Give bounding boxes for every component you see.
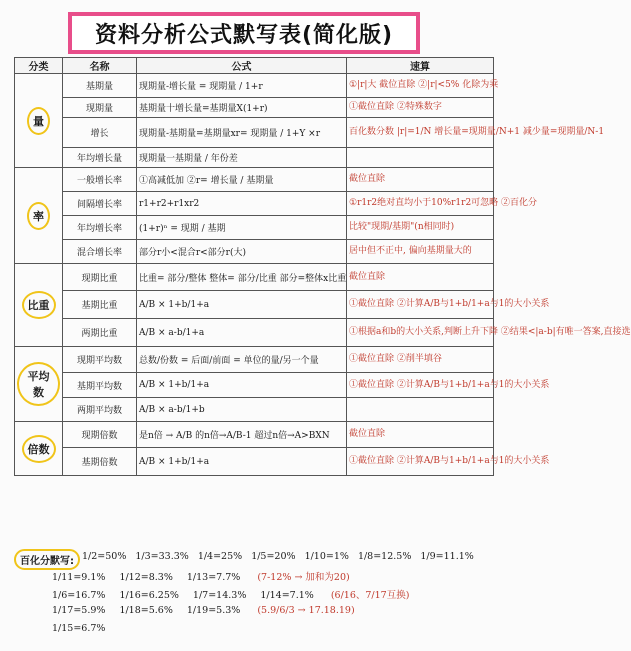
category-cell (15, 347, 63, 422)
formula-cell: 现期量一基期量 / 年份差 (137, 148, 347, 168)
speed-cell: ①根据a和b的大小关系,判断上升下降 ②结果<|a-b|有唯一答案,直接选 (347, 319, 494, 347)
name-cell: 基期倍数 (63, 448, 137, 476)
speed-cell: ①截位直除 ②计算A/B与1+b/1+a与1的大小关系 (347, 373, 494, 398)
header-speed: 速算 (347, 58, 494, 74)
formula-cell: 是n倍 → A/B 的n倍→A/B-1 超过n倍→A>BXN (137, 422, 347, 448)
name-cell: 两期平均数 (63, 398, 137, 422)
table-row (15, 291, 494, 319)
name-cell: 基期平均数 (63, 373, 137, 398)
speed-cell: 截位直除 (347, 264, 494, 291)
formula-table (14, 57, 631, 476)
speed-cell: ①截位直除 ②计算A/B与1+b/1+a与1的大小关系 (347, 291, 494, 319)
table-row (15, 98, 494, 118)
title-box (68, 12, 420, 54)
name-cell: 现期平均数 (63, 347, 137, 373)
name-cell: 现期量 (63, 98, 137, 118)
percent-item: 1/7=14.3% (192, 590, 247, 601)
percent-note-4: (5.9/6/3 → 17.18.19) (257, 605, 355, 616)
speed-cell: ①r1r2绝对直均小于10%r1r2可忽略 ②百化分 (347, 192, 494, 216)
percent-note-3: (6/16、7/17互换) (330, 590, 410, 601)
name-cell: 增长 (63, 118, 137, 148)
table-row (15, 118, 494, 148)
name-cell: 混合增长率 (63, 240, 137, 264)
speed-cell: 截位直除 (347, 422, 494, 448)
formula-cell: 总数/份数 = 后面/前面 = 单位的量/另一个量 (137, 347, 347, 373)
percent-item: 1/4=25% (197, 551, 243, 562)
name-cell: 两期比重 (63, 319, 137, 347)
header-row (15, 58, 494, 74)
name-cell: 现期倍数 (63, 422, 137, 448)
name-cell: 一般增长率 (63, 168, 137, 192)
speed-cell: 居中但不正中, 偏向基期量大的 (347, 240, 494, 264)
speed-cell (347, 148, 494, 168)
header-formula: 公式 (137, 58, 347, 74)
formula-cell: r1+r2+r1xr2 (137, 192, 347, 216)
speed-cell: ①截位直除 ②特殊数字 (347, 98, 494, 118)
formula-cell: A/B × a-b/1+b (137, 398, 347, 422)
table-row (15, 192, 494, 216)
category-label: 平均数 (17, 362, 60, 406)
percent-item: 1/12=8.3% (119, 572, 173, 583)
percent-line-2 (52, 569, 350, 583)
percent-item: 1/15=6.7% (52, 623, 106, 634)
percent-item: 1/3=33.3% (135, 551, 189, 562)
header-name: 名称 (63, 58, 137, 74)
table-row (15, 319, 494, 347)
table-row (15, 240, 494, 264)
percent-item: 1/17=5.9% (52, 605, 106, 616)
category-cell (15, 74, 63, 168)
formula-cell: A/B × a-b/1+a (137, 319, 347, 347)
speed-cell: ①截位直除 ②削半填谷 (347, 347, 494, 373)
table-body (15, 74, 631, 476)
percent-item: 1/6=16.7% (52, 590, 106, 601)
speed-cell: ①截位直除 ②计算A/B与1+b/1+a与1的大小关系 (347, 448, 494, 476)
formula-cell: ①高减低加 ②r= 增长量 / 基期量 (137, 168, 347, 192)
table-row (15, 422, 494, 448)
speed-cell: ①|r|大 截位直除 ②|r|<5% 化除为乘 (347, 74, 494, 98)
percent-item: 1/11=9.1% (52, 572, 106, 583)
percent-item: 1/13=7.7% (186, 572, 241, 583)
category-label: 倍数 (22, 435, 56, 463)
page-title: 资料分析公式默写表(简化版) (94, 22, 394, 48)
speed-cell (347, 398, 494, 422)
percent-item: 1/16=6.25% (119, 590, 179, 601)
percent-section (14, 547, 493, 643)
percent-note-2: (7-12% → 加和为20) (257, 572, 350, 583)
name-cell: 现期比重 (63, 264, 137, 291)
percent-item: 1/10=1% (304, 551, 349, 562)
category-label: 量 (27, 107, 50, 135)
name-cell: 间隔增长率 (63, 192, 137, 216)
formula-cell: A/B × 1+b/1+a (137, 373, 347, 398)
percent-item: 1/8=12.5% (357, 551, 412, 562)
category-cell (15, 168, 63, 264)
formula-cell: 基期量十增长量=基期量X(1+r) (137, 98, 347, 118)
percent-item: 1/18=5.6% (119, 605, 173, 616)
category-label: 比重 (22, 291, 56, 319)
name-cell: 年均增长量 (63, 148, 137, 168)
speed-cell: 截位直除 (347, 168, 494, 192)
table-row (15, 398, 494, 422)
table-row (15, 264, 494, 291)
table-row (15, 148, 494, 168)
table-row (15, 216, 494, 240)
speed-cell: 百化数分数 |r|=1/N 增长量=现期量/N+1 减少量=现期量/N-1 (347, 118, 494, 148)
formula-cell: 现期量-增长量 = 现期量 / 1+r (137, 74, 347, 98)
percent-line-4 (52, 605, 355, 616)
name-cell: 基期比重 (63, 291, 137, 319)
category-cell (15, 264, 63, 347)
percent-item: 1/2=50% (82, 551, 127, 562)
percent-item: 1/5=20% (251, 551, 296, 562)
table-row (15, 373, 494, 398)
formula-cell: A/B × 1+b/1+a (137, 448, 347, 476)
category-cell (15, 422, 63, 476)
percent-item: 1/9=11.1% (420, 551, 474, 562)
percent-label: 百化分默写: (14, 549, 80, 570)
percent-line-1 (82, 551, 483, 562)
percent-line-5 (52, 623, 119, 634)
table-row (15, 74, 494, 98)
percent-item: 1/14=7.1% (260, 590, 314, 601)
formula-cell: 比重= 部分/整体 整体= 部分/比重 部分=整体x比重 (137, 264, 347, 291)
formula-cell: 现期量-基期量=基期量xr= 现期量 / 1+Y ×r (137, 118, 347, 148)
formula-cell: (1+r)ⁿ = 现期 / 基期 (137, 216, 347, 240)
name-cell: 年均增长率 (63, 216, 137, 240)
header-category: 分类 (15, 58, 63, 74)
percent-item: 1/19=5.3% (186, 605, 241, 616)
table-row (15, 448, 494, 476)
formula-cell: A/B × 1+b/1+a (137, 291, 347, 319)
formula-cell: 部分r小<混合r<部分r(大) (137, 240, 347, 264)
name-cell: 基期量 (63, 74, 137, 98)
table-row (15, 168, 494, 192)
speed-cell: 比较"现期/基期"(n相同时) (347, 216, 494, 240)
table-row (15, 347, 494, 373)
percent-line-3 (52, 587, 409, 601)
category-label: 率 (27, 202, 50, 230)
